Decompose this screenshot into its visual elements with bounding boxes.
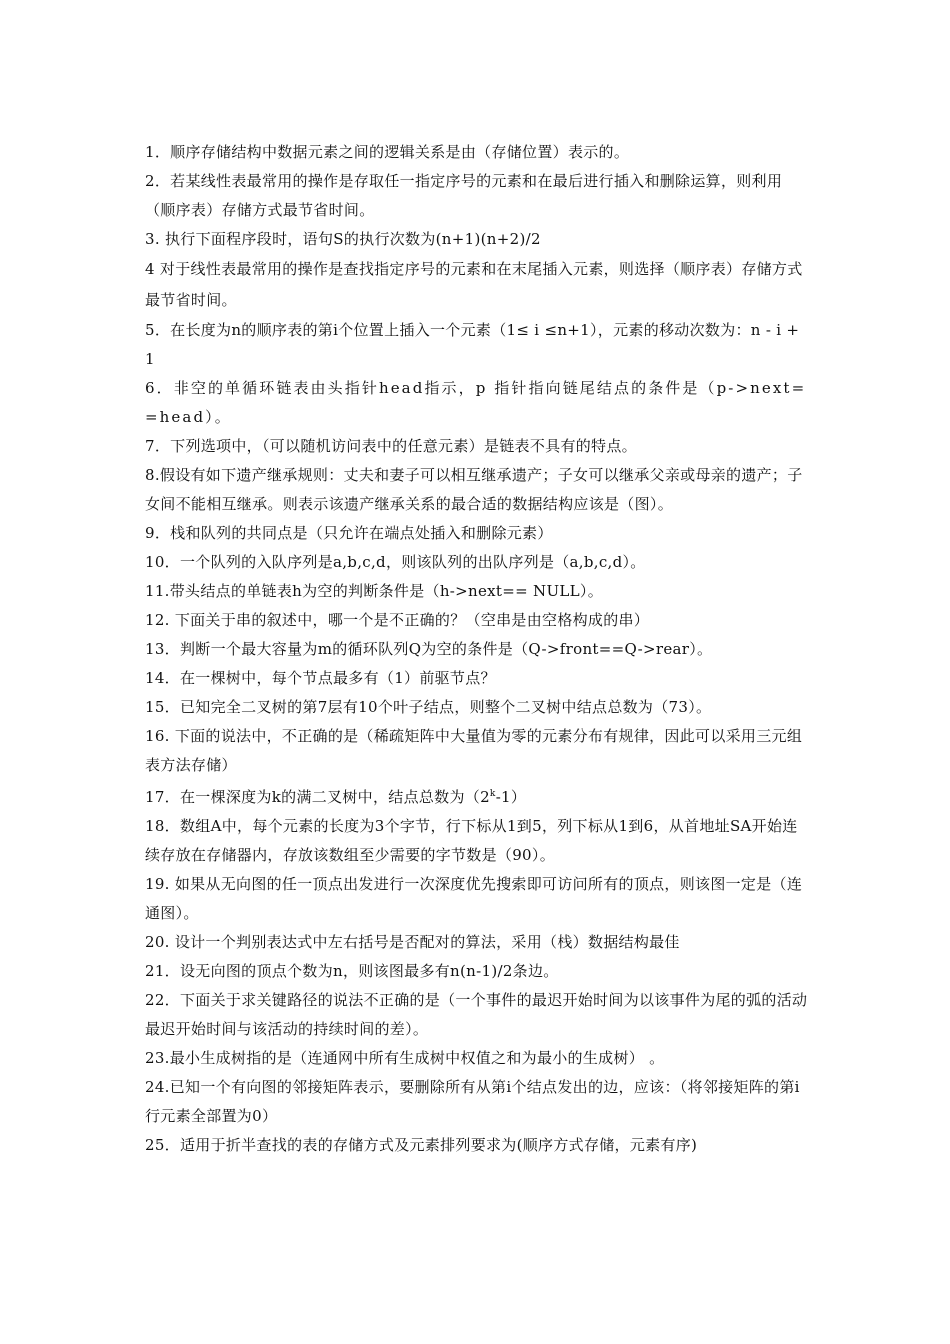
question-17-text: 17．在一棵深度为k的满二叉树中，结点总数为（2 — [145, 788, 490, 806]
question-8: 8.假设有如下遗产继承规则：丈夫和妻子可以相互继承遗产；子女可以继承父亲或母亲的遗产；子女间不能相互继承。则表示该遗产继承关系的最合适的数据结构应该是（图）。 — [145, 466, 803, 513]
question-23: 23.最小生成树指的是（连通网中所有生成树中权值之和为最小的生成树） 。 — [145, 1049, 665, 1067]
question-11: 11.带头结点的单链表h为空的判断条件是（h->next== NULL）。 — [145, 582, 604, 600]
question-14: 14．在一棵树中，每个节点最多有（1）前驱节点？ — [145, 669, 496, 687]
question-10: 10．一个队列的入队序列是a,b,c,d，则该队列的出队序列是（a,b,c,d）。 — [145, 553, 646, 571]
question-3: 3. 执行下面程序段时，语句S的执行次数为(n+1)(n+2)/2 — [145, 230, 541, 248]
question-21: 21．设无向图的顶点个数为n，则该图最多有n(n-1)/2条边。 — [145, 962, 559, 980]
question-13: 13．判断一个最大容量为m的循环队列Q为空的条件是（Q->front==Q->rear）。 — [145, 640, 713, 658]
question-19: 19. 如果从无向图的任一顶点出发进行一次深度优先搜索即可访问所有的顶点，则该图一定是（连通图）。 — [145, 875, 803, 922]
question-5: 5．在长度为n的顺序表的第i个位置上插入一个元素（1≤ i ≤n+1），元素的移动次数为：n - i + 1 — [145, 321, 800, 368]
question-16: 16. 下面的说法中，不正确的是（稀疏矩阵中大量值为零的元素分布有规律，因此可以采用三元组表方法存储） — [145, 727, 803, 774]
question-9: 9．栈和队列的共同点是（只允许在端点处插入和删除元素） — [145, 524, 553, 542]
question-list — [145, 138, 810, 1160]
question-17 — [145, 780, 810, 812]
question-25: 25．适用于折半查找的表的存储方式及元素排列要求为(顺序方式存储，元素有序) — [145, 1136, 698, 1154]
question-15: 15．已知完全二叉树的第7层有10个叶子结点，则整个二叉树中结点总数为（73）。 — [145, 698, 712, 716]
question-18: 18．数组A中，每个元素的长度为3个字节，行下标从1到5，列下标从1到6，从首地址SA开始连续存放在存储器内，存放该数组至少需要的字节数是（90）。 — [145, 817, 798, 864]
question-12: 12. 下面关于串的叙述中，哪一个是不正确的？（空串是由空格构成的串） — [145, 611, 650, 629]
question-2: 2．若某线性表最常用的操作是存取任一指定序号的元素和在最后进行插入和删除运算，则利用（顺序表）存储方式最节省时间。 — [145, 172, 783, 219]
question-7: 7．下列选项中，（可以随机访问表中的任意元素）是链表不具有的特点。 — [145, 437, 637, 455]
question-17-tail: -1） — [495, 788, 527, 806]
question-20: 20. 设计一个判别表达式中左右括号是否配对的算法，采用（栈）数据结构最佳 — [145, 933, 680, 951]
question-1: 1．顺序存储结构中数据元素之间的逻辑关系是由（存储位置）表示的。 — [145, 143, 630, 161]
question-24: 24.已知一个有向图的邻接矩阵表示，要删除所有从第i个结点发出的边，应该：（将邻接矩阵的第i行元素全部置为0） — [145, 1078, 800, 1125]
question-22: 22．下面关于求关键路径的说法不正确的是（一个事件的最迟开始时间为以该事件为尾的弧的活动最迟开始时间与该活动的持续时间的差）。 — [145, 991, 808, 1038]
question-17-superscript: k — [489, 789, 496, 799]
question-4: 4 对于线性表最常用的操作是查找指定序号的元素和在末尾插入元素，则选择（顺序表）存储方式最节省时间。 — [145, 260, 803, 309]
question-6: 6．非空的单循环链表由头指针head指示，p 指针指向链尾结点的条件是（p->next==head）。 — [145, 379, 807, 426]
